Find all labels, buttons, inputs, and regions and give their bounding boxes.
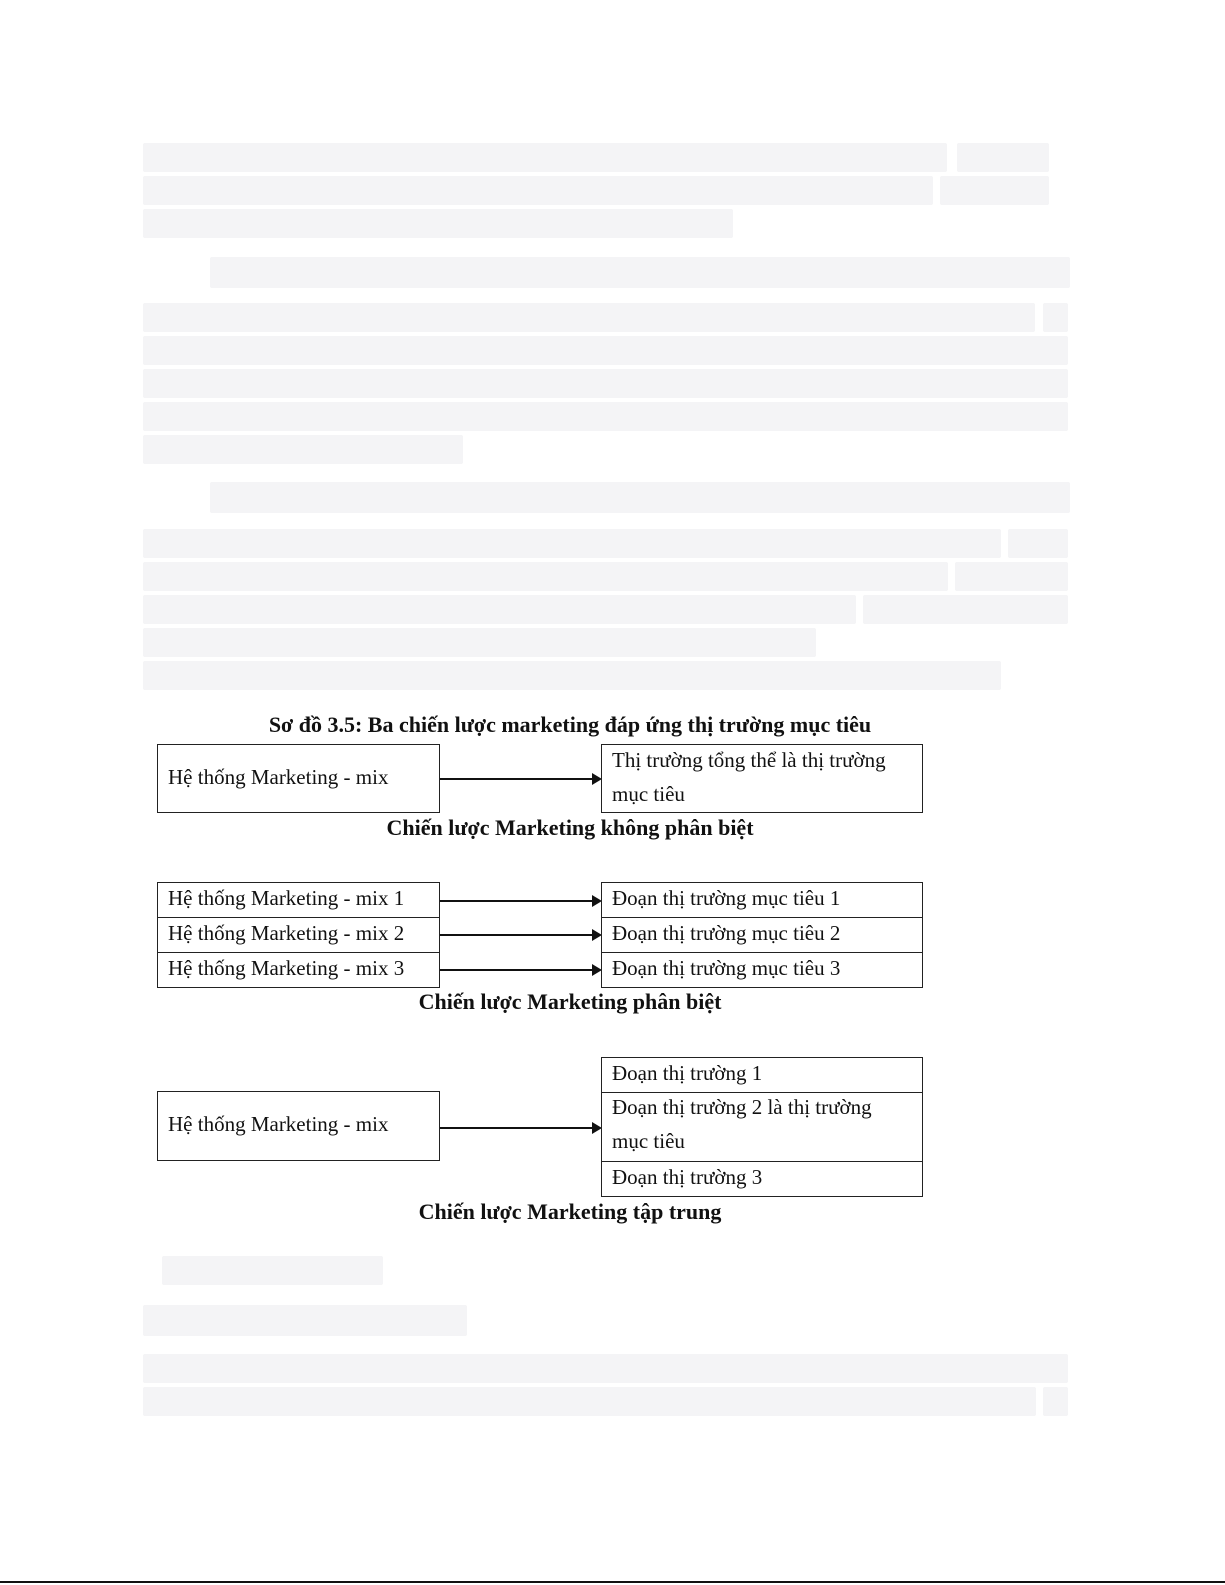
redacted-text	[143, 1305, 467, 1336]
redacted-text	[143, 529, 1001, 558]
redacted-text	[143, 303, 1035, 332]
redacted-text	[143, 336, 1068, 365]
segment-2-target	[602, 1093, 922, 1162]
redacted-text	[863, 595, 1068, 624]
redacted-text	[143, 1387, 1036, 1416]
redacted-text	[143, 209, 733, 238]
total-market-box	[601, 744, 923, 813]
marketing-mix-box	[157, 744, 440, 813]
target-segment-3: Đoạn thị trường mục tiêu 3	[612, 956, 841, 980]
redacted-text	[143, 661, 1001, 690]
segment-3: Đoạn thị trường 3	[612, 1165, 763, 1189]
redacted-text	[955, 562, 1068, 591]
redacted-text	[1043, 303, 1068, 332]
arrow-connector	[440, 934, 600, 936]
marketing-mix-stack	[157, 882, 440, 988]
redacted-text	[143, 1354, 1068, 1383]
undifferentiated-caption: Chiến lược Marketing không phân biệt	[386, 815, 754, 840]
segment-2-line1: Đoạn thị trường 2 là thị trường	[612, 1095, 872, 1119]
arrow-connector	[440, 969, 600, 971]
total-market-label-line2: mục tiêu	[612, 782, 685, 806]
redacted-text	[143, 595, 856, 624]
redacted-text	[143, 143, 947, 172]
redacted-text	[210, 482, 1070, 513]
concentrated-caption: Chiến lược Marketing tập trung	[418, 1199, 722, 1224]
redacted-text	[143, 176, 933, 205]
target-segment-1: Đoạn thị trường mục tiêu 1	[602, 883, 922, 918]
segment-stack	[601, 1057, 923, 1197]
redacted-text	[143, 402, 1068, 431]
marketing-mix-2: Hệ thống Marketing - mix 2	[158, 918, 439, 953]
redacted-text	[143, 628, 816, 657]
redacted-text	[940, 176, 1049, 205]
target-segment-stack	[601, 882, 923, 988]
page-bottom-border	[0, 1581, 1225, 1583]
arrow-connector	[440, 778, 600, 780]
target-segment-2: Đoạn thị trường mục tiêu 2	[602, 918, 922, 953]
segment-2-line2: mục tiêu	[612, 1129, 685, 1153]
differentiated-caption: Chiến lược Marketing phân biệt	[418, 989, 722, 1014]
arrow-connector	[440, 900, 600, 902]
redacted-text	[143, 562, 948, 591]
segment-1: Đoạn thị trường 1	[602, 1058, 922, 1093]
arrow-connector	[440, 1127, 600, 1129]
redacted-text	[210, 257, 1070, 288]
marketing-mix-label: Hệ thống Marketing - mix	[168, 765, 389, 789]
redacted-text	[1008, 529, 1068, 558]
marketing-mix-3: Hệ thống Marketing - mix 3	[168, 956, 405, 980]
marketing-mix-1: Hệ thống Marketing - mix 1	[158, 883, 439, 918]
marketing-mix-box	[157, 1091, 440, 1161]
redacted-text	[1043, 1387, 1068, 1416]
redacted-text	[143, 369, 1068, 398]
total-market-label-line1: Thị trường tổng thể là thị trường	[612, 748, 886, 772]
marketing-mix-label: Hệ thống Marketing - mix	[168, 1112, 389, 1136]
redacted-text	[957, 143, 1049, 172]
redacted-text	[143, 435, 463, 464]
diagram-title: Sơ đồ 3.5: Ba chiến lược marketing đáp ứng thị trường mục tiêu	[268, 712, 872, 737]
redacted-text	[162, 1256, 383, 1285]
